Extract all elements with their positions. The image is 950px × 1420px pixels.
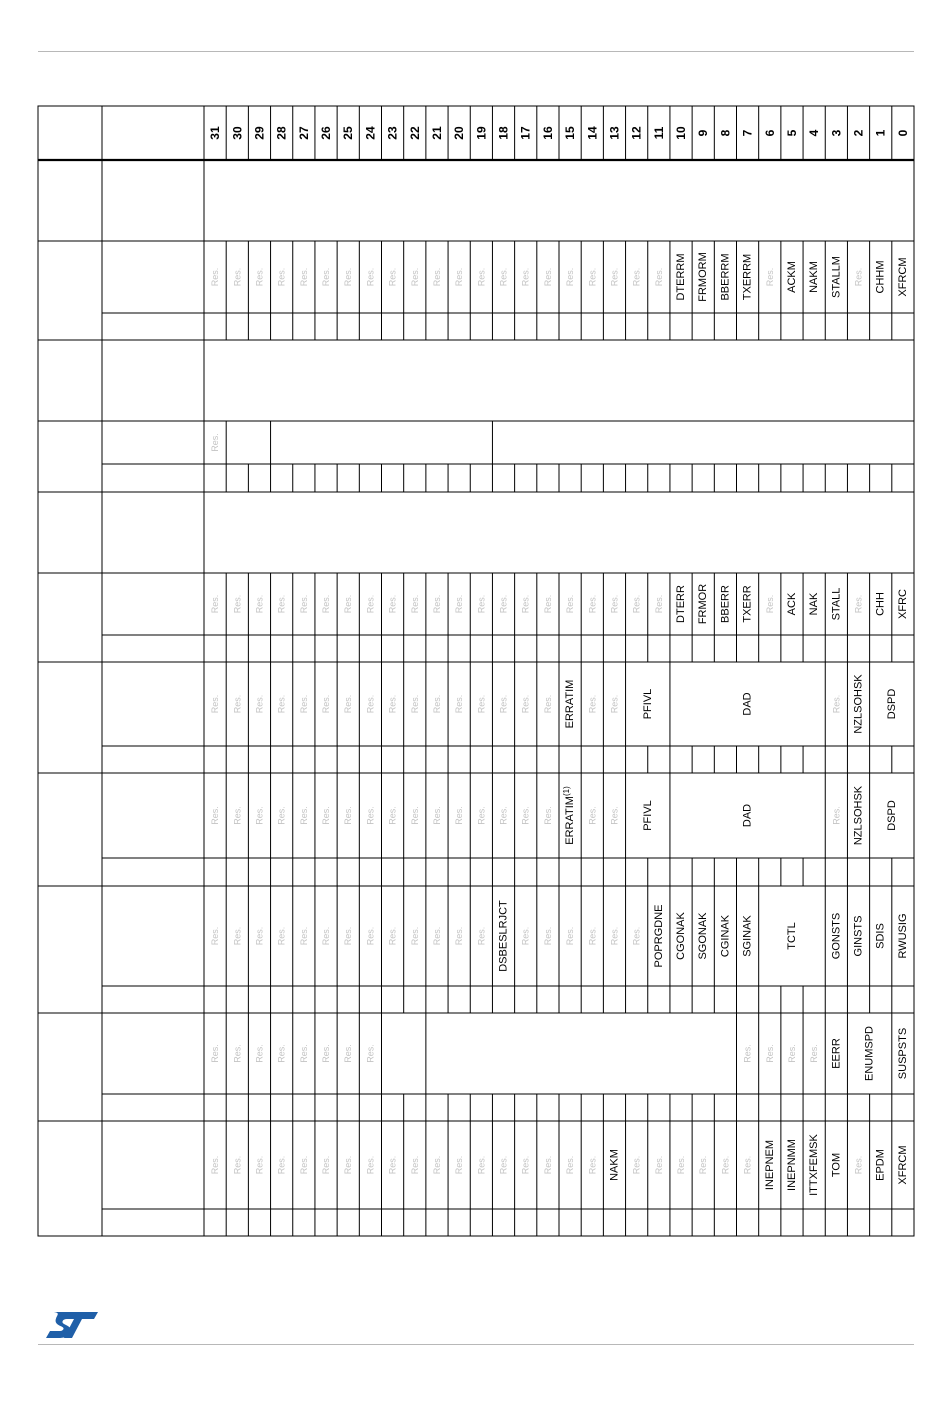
- bit-number-header: 6: [762, 129, 777, 137]
- field-label: CGONAK: [675, 912, 688, 960]
- field-label: DTERRM: [675, 253, 688, 301]
- reserved-bit-label: Res.: [409, 926, 420, 946]
- reserved-bit-label: Res.: [520, 1155, 531, 1175]
- reserved-bit-label: Res.: [254, 1044, 265, 1063]
- field-label: TCTL: [785, 922, 798, 950]
- bit-number-header: 31: [208, 126, 223, 140]
- reserved-bit-label: Res.: [454, 267, 465, 287]
- field-label: RWUSIG: [896, 913, 909, 959]
- reserved-bit-label: Res.: [786, 1044, 797, 1063]
- reserved-bit-label: Res.: [476, 1155, 487, 1175]
- reserved-bit-label: Res.: [454, 694, 465, 714]
- bit-number-header: 21: [429, 126, 444, 140]
- field-label: BBERRM: [719, 253, 732, 301]
- field-label: TOM: [830, 1152, 843, 1178]
- field-label: XFRCM: [896, 257, 909, 297]
- reserved-bit-label: Res.: [676, 1155, 687, 1175]
- reserved-bit-label: Res.: [542, 806, 553, 825]
- reserved-bit-label: Res.: [409, 594, 420, 614]
- reserved-bit-label: Res.: [387, 806, 398, 825]
- reserved-bit-label: Res.: [409, 267, 420, 287]
- field-label: ACK: [785, 592, 798, 616]
- reserved-bit-label: Res.: [542, 694, 553, 714]
- field-label: SDIS: [874, 923, 887, 949]
- reserved-bit-label: Res.: [764, 594, 775, 614]
- reserved-bit-label: Res.: [631, 926, 642, 946]
- field-label: DTERR: [675, 585, 688, 623]
- field-label: STALL: [830, 587, 843, 621]
- bit-number-header: 18: [496, 126, 511, 140]
- reserved-bit-label: Res.: [232, 1044, 243, 1063]
- reserved-bit-label: Res.: [210, 1155, 221, 1175]
- field-label: DAD: [741, 803, 754, 828]
- reserved-bit-label: Res.: [476, 694, 487, 714]
- reserved-bit-label: Res.: [609, 926, 620, 946]
- reserved-bit-label: Res.: [210, 926, 221, 946]
- reserved-bit-label: Res.: [276, 926, 287, 946]
- bit-number-header: 16: [540, 126, 555, 140]
- reserved-bit-label: Res.: [698, 1155, 709, 1175]
- reserved-bit-label: Res.: [387, 694, 398, 714]
- field-label: NAKM: [808, 261, 821, 293]
- reserved-bit-label: Res.: [565, 594, 576, 614]
- reserved-bit-label: Res.: [210, 433, 221, 452]
- reserved-bit-label: Res.: [343, 1155, 354, 1175]
- reserved-bit-label: Res.: [232, 267, 243, 287]
- reserved-bit-label: Res.: [409, 1155, 420, 1175]
- reserved-bit-label: Res.: [254, 806, 265, 825]
- reserved-bit-label: Res.: [587, 694, 598, 714]
- field-label: POPRGDNE: [652, 904, 665, 968]
- reserved-bit-label: Res.: [431, 694, 442, 714]
- field-label: DSBESLRJCT: [497, 900, 510, 972]
- reserved-bit-label: Res.: [454, 806, 465, 825]
- reserved-bit-label: Res.: [853, 267, 864, 287]
- bit-number-header: 23: [385, 126, 400, 140]
- reserved-bit-label: Res.: [520, 926, 531, 946]
- reserved-bit-label: Res.: [520, 267, 531, 287]
- reserved-bit-label: Res.: [343, 594, 354, 614]
- reserved-bit-label: Res.: [210, 267, 221, 287]
- reserved-bit-label: Res.: [343, 1044, 354, 1063]
- reserved-bit-label: Res.: [764, 1044, 775, 1063]
- field-label: XFRCM: [896, 1145, 909, 1185]
- reserved-bit-label: Res.: [343, 806, 354, 825]
- reserved-bit-label: Res.: [520, 694, 531, 714]
- reserved-bit-label: Res.: [276, 1044, 287, 1063]
- field-label: TXERR: [741, 585, 754, 623]
- bit-number-header: 22: [407, 126, 422, 140]
- field-label: TXERRM: [741, 253, 754, 301]
- reserved-bit-label: Res.: [387, 267, 398, 287]
- reserved-bit-label: Res.: [431, 1155, 442, 1175]
- bit-number-header: 25: [341, 126, 356, 140]
- field-label: DSPD: [885, 688, 898, 720]
- bit-number-header: 0: [895, 129, 910, 137]
- field-label: NZLSOHSK: [852, 785, 865, 846]
- reserved-bit-label: Res.: [298, 594, 309, 614]
- field-label: ITTXFEMSK: [808, 1134, 821, 1196]
- reserved-bit-label: Res.: [565, 267, 576, 287]
- field-label: SGONAK: [697, 912, 710, 960]
- reserved-bit-label: Res.: [210, 694, 221, 714]
- bit-number-header: 27: [296, 126, 311, 140]
- reserved-bit-label: Res.: [742, 1155, 753, 1175]
- field-label: ERRATIM$^{(1)}$: [561, 786, 577, 845]
- reserved-bit-label: Res.: [542, 926, 553, 946]
- reserved-bit-label: Res.: [232, 594, 243, 614]
- reserved-bit-label: Res.: [520, 806, 531, 825]
- reserved-bit-label: Res.: [764, 267, 775, 287]
- field-label: FRMOR: [697, 583, 710, 625]
- reserved-bit-label: Res.: [343, 694, 354, 714]
- bit-number-header: 8: [718, 129, 733, 137]
- field-label: ACKM: [785, 261, 798, 293]
- reserved-bit-label: Res.: [587, 806, 598, 825]
- reserved-bit-label: Res.: [254, 694, 265, 714]
- reserved-bit-label: Res.: [210, 806, 221, 825]
- reserved-bit-label: Res.: [542, 594, 553, 614]
- reserved-bit-label: Res.: [631, 267, 642, 287]
- bit-number-header: 11: [651, 126, 666, 140]
- reserved-bit-label: Res.: [343, 267, 354, 287]
- reserved-bit-label: Res.: [587, 1155, 598, 1175]
- reserved-bit-label: Res.: [631, 1155, 642, 1175]
- reserved-bit-label: Res.: [498, 594, 509, 614]
- reserved-bit-label: Res.: [853, 1155, 864, 1175]
- reserved-bit-label: Res.: [298, 1155, 309, 1175]
- reserved-bit-label: Res.: [232, 806, 243, 825]
- reserved-bit-label: Res.: [254, 594, 265, 614]
- reserved-bit-label: Res.: [298, 267, 309, 287]
- reserved-bit-label: Res.: [321, 1155, 332, 1175]
- reserved-bit-label: Res.: [276, 694, 287, 714]
- bit-number-header: 10: [674, 126, 689, 140]
- reserved-bit-label: Res.: [365, 806, 376, 825]
- reserved-bit-label: Res.: [720, 1155, 731, 1175]
- reserved-bit-label: Res.: [476, 806, 487, 825]
- reserved-bit-label: Res.: [431, 806, 442, 825]
- reserved-bit-label: Res.: [431, 267, 442, 287]
- bit-number-header: 26: [319, 126, 334, 140]
- field-label: FRMORM: [697, 252, 710, 302]
- reserved-bit-label: Res.: [476, 926, 487, 946]
- reserved-bit-label: Res.: [387, 594, 398, 614]
- reserved-bit-label: Res.: [254, 926, 265, 946]
- field-label: NAKM: [608, 1149, 621, 1181]
- field-label: DSPD: [885, 800, 898, 831]
- bit-number-header: 17: [518, 126, 533, 140]
- reserved-bit-label: Res.: [609, 806, 620, 825]
- reserved-bit-label: Res.: [565, 926, 576, 946]
- bit-number-header: 28: [274, 126, 289, 140]
- reserved-bit-label: Res.: [498, 806, 509, 825]
- reserved-bit-label: Res.: [365, 926, 376, 946]
- reserved-bit-label: Res.: [298, 806, 309, 825]
- bit-number-header: 4: [807, 129, 822, 137]
- reserved-bit-label: Res.: [210, 594, 221, 614]
- reserved-bit-label: Res.: [365, 594, 376, 614]
- field-label: INEPNEM: [763, 1139, 776, 1191]
- field-label: EERR: [830, 1038, 843, 1069]
- reserved-bit-label: Res.: [365, 267, 376, 287]
- reserved-bit-label: Res.: [254, 1155, 265, 1175]
- reserved-bit-label: Res.: [587, 594, 598, 614]
- reserved-bit-label: Res.: [431, 926, 442, 946]
- bit-number-header: 3: [829, 129, 844, 137]
- reserved-bit-label: Res.: [831, 806, 842, 825]
- reserved-bit-label: Res.: [542, 1155, 553, 1175]
- reserved-bit-label: Res.: [498, 694, 509, 714]
- bit-number-header: 24: [363, 126, 378, 140]
- field-label: BBERR: [719, 585, 732, 623]
- bit-number-header: 1: [873, 129, 888, 137]
- reserved-bit-label: Res.: [609, 267, 620, 287]
- reserved-bit-label: Res.: [498, 267, 509, 287]
- reserved-bit-label: Res.: [542, 267, 553, 287]
- reserved-bit-label: Res.: [298, 694, 309, 714]
- bit-number-header: 30: [230, 126, 245, 140]
- reserved-bit-label: Res.: [232, 926, 243, 946]
- field-label: SUSPSTS: [896, 1027, 909, 1080]
- reserved-bit-label: Res.: [831, 694, 842, 714]
- field-label: CHHM: [874, 260, 887, 294]
- reserved-bit-label: Res.: [431, 594, 442, 614]
- reserved-bit-label: Res.: [498, 1155, 509, 1175]
- reserved-bit-label: Res.: [321, 1044, 332, 1063]
- field-label: PFIVL: [641, 800, 654, 831]
- reserved-bit-label: Res.: [454, 926, 465, 946]
- reserved-bit-label: Res.: [210, 1044, 221, 1063]
- reserved-bit-label: Res.: [321, 267, 332, 287]
- reserved-bit-label: Res.: [653, 594, 664, 614]
- reserved-bit-label: Res.: [276, 1155, 287, 1175]
- reserved-bit-label: Res.: [365, 694, 376, 714]
- bit-number-header: 7: [740, 129, 755, 137]
- field-label: GINSTS: [852, 915, 865, 957]
- reserved-bit-label: Res.: [609, 694, 620, 714]
- reserved-bit-label: Res.: [321, 594, 332, 614]
- reserved-bit-label: Res.: [520, 594, 531, 614]
- field-label: PFIVL: [641, 688, 654, 720]
- reserved-bit-label: Res.: [298, 926, 309, 946]
- bit-number-header: 14: [585, 126, 600, 140]
- reserved-bit-label: Res.: [609, 594, 620, 614]
- field-label: GONSTS: [830, 912, 843, 960]
- field-label: ENUMSPD: [863, 1025, 876, 1082]
- field-label: CGINAK: [719, 914, 732, 958]
- bit-number-header: 29: [252, 126, 267, 140]
- reserved-bit-label: Res.: [409, 694, 420, 714]
- reserved-bit-label: Res.: [343, 926, 354, 946]
- bit-number-header: 2: [851, 129, 866, 137]
- reserved-bit-label: Res.: [321, 694, 332, 714]
- bit-number-header: 20: [452, 126, 467, 140]
- reserved-bit-label: Res.: [742, 1044, 753, 1063]
- reserved-bit-label: Res.: [631, 594, 642, 614]
- bit-number-header: 15: [563, 126, 578, 140]
- bit-number-header: 13: [607, 126, 622, 140]
- reserved-bit-label: Res.: [276, 806, 287, 825]
- bit-number-header: 12: [629, 126, 644, 140]
- field-label: XFRC: [896, 589, 909, 619]
- field-label: NZLSOHSK: [852, 674, 865, 734]
- reserved-bit-label: Res.: [276, 267, 287, 287]
- field-label: STALLM: [830, 256, 843, 298]
- bit-number-header: 5: [784, 129, 799, 137]
- reserved-bit-label: Res.: [853, 594, 864, 614]
- reserved-bit-label: Res.: [809, 1044, 820, 1063]
- reserved-bit-label: Res.: [387, 926, 398, 946]
- reserved-bit-label: Res.: [409, 806, 420, 825]
- field-label: CHH: [874, 592, 887, 616]
- reserved-bit-label: Res.: [454, 1155, 465, 1175]
- field-label: INEPNMM: [785, 1139, 798, 1191]
- field-label: SGINAK: [741, 915, 754, 957]
- reserved-bit-label: Res.: [653, 267, 664, 287]
- reserved-bit-label: Res.: [298, 1044, 309, 1063]
- reserved-bit-label: Res.: [565, 1155, 576, 1175]
- reserved-bit-label: Res.: [321, 926, 332, 946]
- reserved-bit-label: Res.: [387, 1155, 398, 1175]
- reserved-bit-label: Res.: [365, 1155, 376, 1175]
- field-label: EPDM: [874, 1149, 887, 1181]
- reserved-bit-label: Res.: [476, 267, 487, 287]
- reserved-bit-label: Res.: [276, 594, 287, 614]
- reserved-bit-label: Res.: [454, 594, 465, 614]
- reserved-bit-label: Res.: [365, 1044, 376, 1063]
- reserved-bit-label: Res.: [653, 1155, 664, 1175]
- reserved-bit-label: Res.: [254, 267, 265, 287]
- field-label: NAK: [808, 592, 821, 616]
- bit-number-header: 9: [696, 129, 711, 137]
- bit-number-header: 19: [474, 126, 489, 140]
- reserved-bit-label: Res.: [476, 594, 487, 614]
- reserved-bit-label: Res.: [232, 1155, 243, 1175]
- field-label: ERRATIM: [564, 679, 577, 729]
- reserved-bit-label: Res.: [587, 267, 598, 287]
- field-label: DAD: [741, 692, 754, 716]
- reserved-bit-label: Res.: [587, 926, 598, 946]
- reserved-bit-label: Res.: [232, 694, 243, 714]
- st-logo-icon: [44, 1310, 100, 1340]
- reserved-bit-label: Res.: [321, 806, 332, 825]
